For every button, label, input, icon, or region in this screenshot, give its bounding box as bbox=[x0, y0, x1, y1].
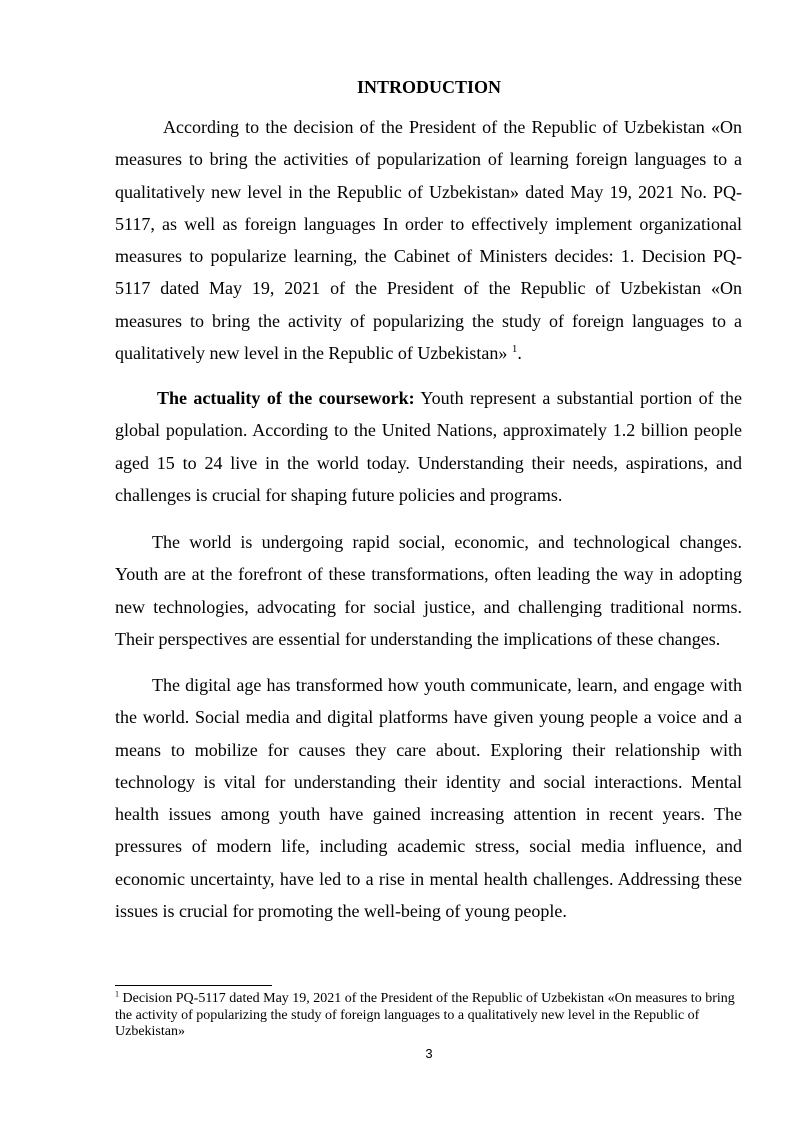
page-title: INTRODUCTION bbox=[356, 77, 502, 97]
footnote-marker: 1 bbox=[115, 989, 119, 999]
paragraph-actuality bbox=[115, 382, 742, 511]
paragraph-text: According to the decision of the President of the Republic of Uzbekistan «On measures to bring the activities of popularization of learning foreign languages to a qualitatively new level in the Republic of Uzbekistan» dated May 19, 2021 No. PQ-5117, as well as foreign languages In order to effectively implement organizational measures to popularize learning, the Cabinet of Ministers decides: 1. Decision PQ-5117 dated May 19, 2021 of the President of the Republic of Uzbekistan «On measures to bring the activity of popularizing the study of foreign languages to a qualitatively new level in the Republic of Uzbekistan» bbox=[115, 117, 742, 364]
footnote-divider bbox=[115, 985, 272, 986]
paragraph-lead: The actuality of the coursework: bbox=[157, 388, 415, 408]
footnote bbox=[115, 991, 735, 1041]
paragraph-decision bbox=[115, 111, 742, 369]
footnote-reference[interactable]: 1 bbox=[511, 343, 518, 356]
paragraph-digital-age bbox=[115, 669, 742, 927]
paragraph-text: The digital age has transformed how youth communicate, learn, and engage with the world. Social media and digital platforms have given young people a voice and a means to mobilize for causes they care about. Exploring their relationship with technology is vital for understanding their identity and social interactions. Mental health issues among youth have gained increasing attention in recent years. The pressures of modern life, including academic stress, social media influence, and economic uncertainty, have led to a rise in mental health challenges. Addressing these issues is crucial for promoting the well-being of young people. bbox=[115, 675, 742, 922]
paragraph-text: Youth represent a substantial portion of the global population. According to the United Nations, approximately 1.2 billion people aged 15 to 24 live in the world today. Understanding their needs, aspirations, and challenges is crucial for shaping future policies and programs. bbox=[115, 388, 742, 505]
page-number: 3 bbox=[425, 1046, 433, 1061]
footnote-text: Decision PQ-5117 dated May 19, 2021 of the President of the Republic of Uzbekistan «On measures to bring the activity of popularizing the study of foreign languages to a qualitatively new level in the Republic of Uzbekistan» bbox=[115, 991, 735, 1039]
paragraph-text: The world is undergoing rapid social, economic, and technological changes. Youth are at the forefront of these transformations, often leading the way in adopting new technologies, advocating for social justice, and challenging traditional norms. Their perspectives are essential for understanding the implications of these changes. bbox=[115, 532, 742, 649]
paragraph-end: . bbox=[517, 343, 522, 364]
paragraph-world-changes bbox=[115, 526, 742, 655]
